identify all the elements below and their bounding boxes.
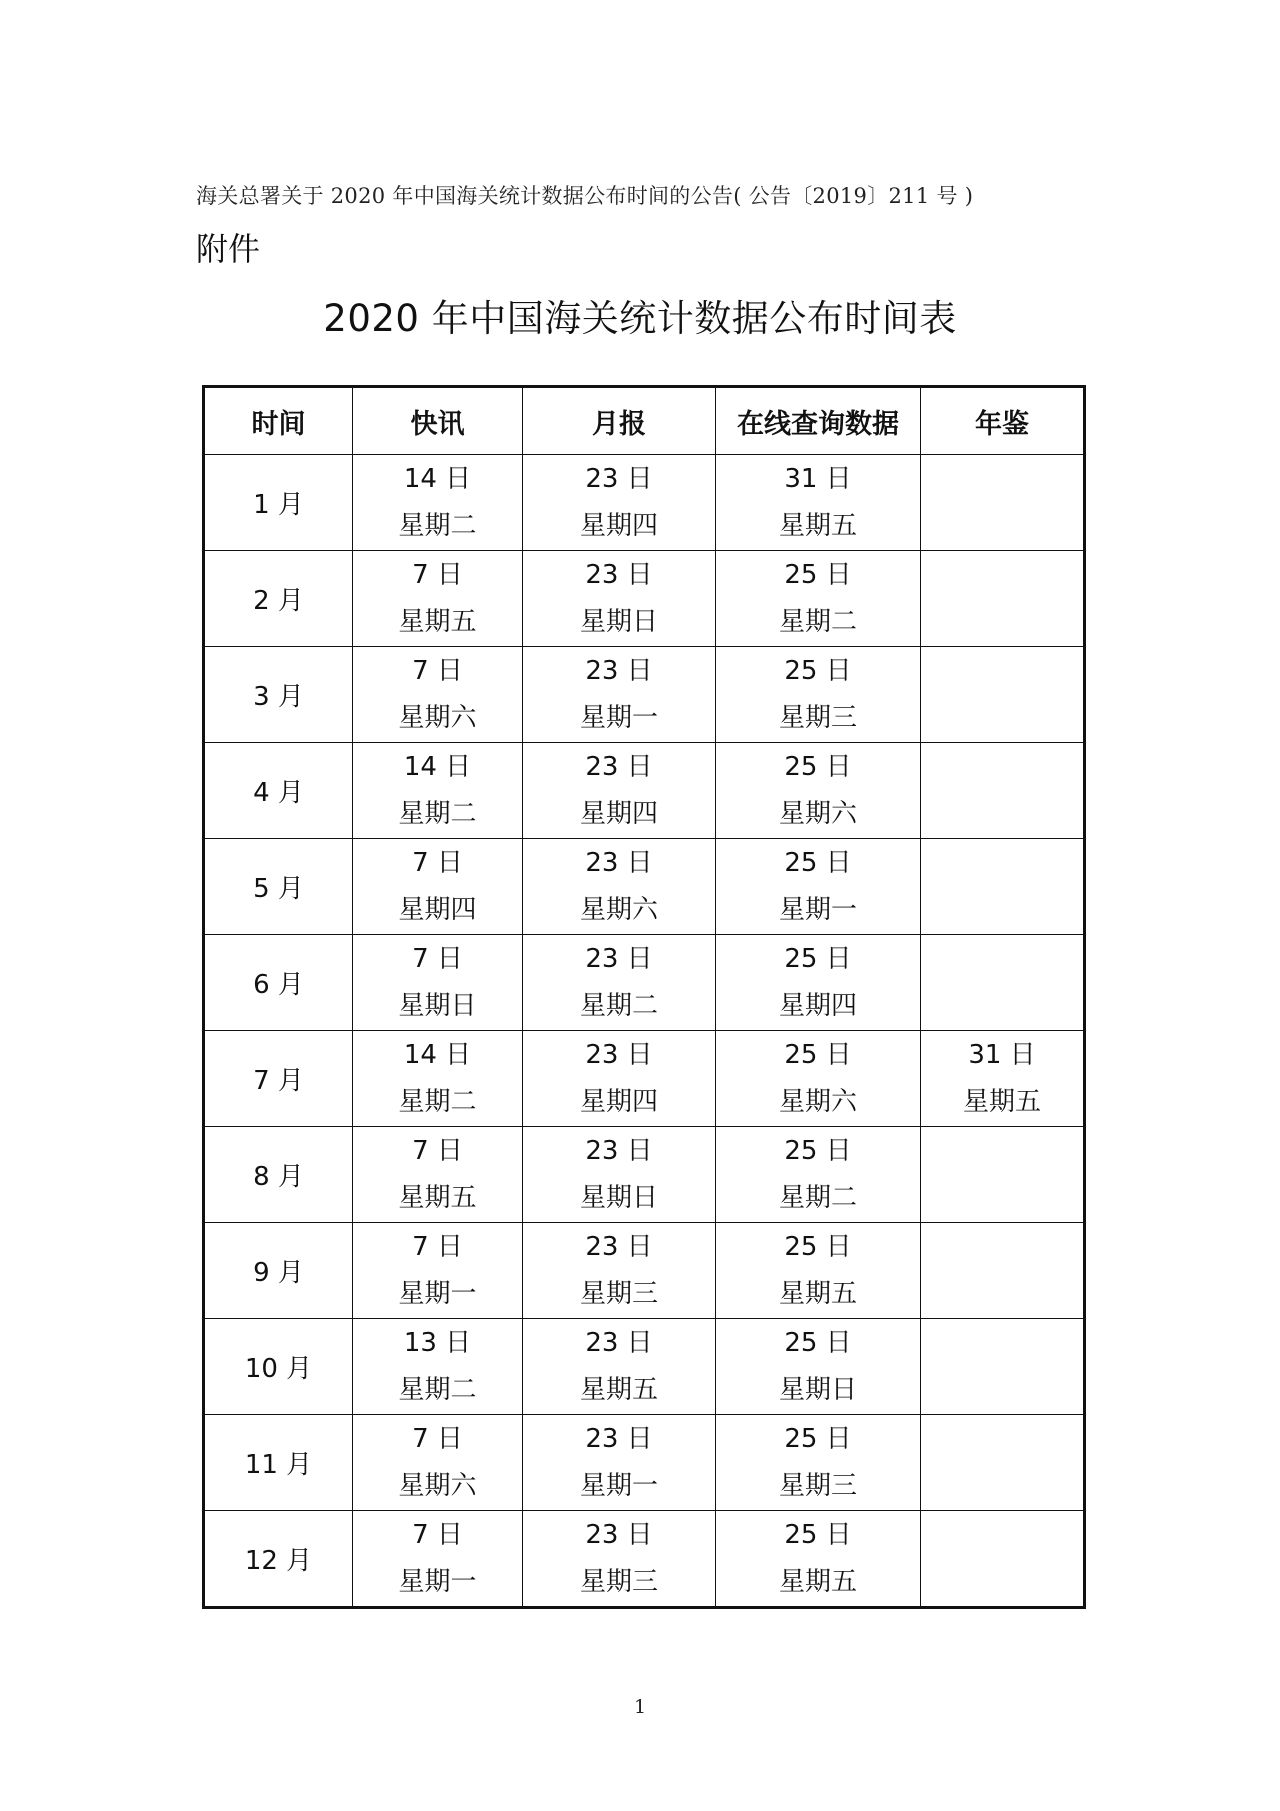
announcement-header: 海关总署关于 2020 年中国海关统计数据公布时间的公告( 公告〔2019〕211 号 ): [196, 184, 974, 208]
weekday-text: 星期六: [579, 894, 658, 925]
month-cell: 10 月: [204, 1319, 353, 1415]
weekday-text: 星期五: [778, 510, 857, 541]
weekday-text: 星期六: [398, 702, 477, 733]
weekday-text: 星期五: [398, 1182, 477, 1213]
weekday-text: 星期二: [398, 510, 477, 541]
date-text: 23 日: [585, 655, 653, 686]
date-text: 23 日: [585, 463, 653, 494]
date-text: 25 日: [784, 1135, 852, 1166]
weekday-text: 星期一: [579, 702, 658, 733]
attachment-label: 附件: [196, 230, 261, 268]
monthly-report-cell: [523, 1319, 716, 1415]
table-row: [204, 1319, 1085, 1415]
date-text: 23 日: [585, 847, 653, 878]
date-text: 23 日: [585, 943, 653, 974]
online-query-cell: [716, 1415, 921, 1511]
date-text: 25 日: [784, 943, 852, 974]
weekday-text: 星期六: [398, 1470, 477, 1501]
flash-report-cell: [353, 1031, 523, 1127]
month-cell: 12 月: [204, 1511, 353, 1608]
table-header: [204, 387, 1085, 455]
date-text: 31 日: [968, 1039, 1036, 1070]
weekday-text: 星期日: [778, 1374, 857, 1405]
weekday-text: 星期二: [579, 990, 658, 1021]
month-cell: 1 月: [204, 455, 353, 551]
table-row: [204, 1223, 1085, 1319]
yearbook-cell: [921, 1319, 1085, 1415]
date-text: 7 日: [412, 559, 463, 590]
weekday-text: 星期五: [778, 1566, 857, 1597]
table-row: [204, 1127, 1085, 1223]
yearbook-cell: [921, 1511, 1085, 1608]
flash-report-cell: [353, 743, 523, 839]
weekday-text: 星期四: [579, 798, 658, 829]
monthly-report-cell: [523, 839, 716, 935]
date-text: 7 日: [412, 1231, 463, 1262]
date-text: 23 日: [585, 1423, 653, 1454]
date-text: 23 日: [585, 559, 653, 590]
monthly-report-cell: [523, 935, 716, 1031]
date-text: 25 日: [784, 1423, 852, 1454]
weekday-text: 星期四: [579, 1086, 658, 1117]
weekday-text: 星期日: [398, 990, 477, 1021]
date-text: 25 日: [784, 1519, 852, 1550]
weekday-text: 星期三: [579, 1566, 658, 1597]
monthly-report-cell: [523, 1415, 716, 1511]
table-row: [204, 935, 1085, 1031]
flash-report-cell: [353, 935, 523, 1031]
table-row: [204, 1031, 1085, 1127]
online-query-cell: [716, 1223, 921, 1319]
weekday-text: 星期二: [778, 1182, 857, 1213]
table-body: [204, 455, 1085, 1608]
online-query-cell: [716, 743, 921, 839]
table-row: [204, 551, 1085, 647]
weekday-text: 星期四: [579, 510, 658, 541]
date-text: 23 日: [585, 1231, 653, 1262]
table-row: [204, 839, 1085, 935]
yearbook-cell: [921, 935, 1085, 1031]
online-query-cell: [716, 935, 921, 1031]
table-row: [204, 743, 1085, 839]
month-cell: 9 月: [204, 1223, 353, 1319]
month-cell: 4 月: [204, 743, 353, 839]
month-cell: 7 月: [204, 1031, 353, 1127]
date-text: 23 日: [585, 1327, 653, 1358]
yearbook-cell: [921, 551, 1085, 647]
weekday-text: 星期日: [579, 606, 658, 637]
month-cell: 6 月: [204, 935, 353, 1031]
flash-report-cell: [353, 1511, 523, 1608]
flash-report-cell: [353, 1127, 523, 1223]
month-cell: 8 月: [204, 1127, 353, 1223]
weekday-text: 星期二: [398, 1086, 477, 1117]
monthly-report-cell: [523, 743, 716, 839]
weekday-text: 星期六: [778, 798, 857, 829]
month-cell: 3 月: [204, 647, 353, 743]
weekday-text: 星期日: [579, 1182, 658, 1213]
online-query-cell: [716, 1127, 921, 1223]
monthly-report-cell: [523, 1127, 716, 1223]
flash-report-cell: [353, 647, 523, 743]
month-cell: 2 月: [204, 551, 353, 647]
weekday-text: 星期六: [778, 1086, 857, 1117]
monthly-report-cell: [523, 455, 716, 551]
weekday-text: 星期一: [778, 894, 857, 925]
table-row: [204, 647, 1085, 743]
month-cell: 5 月: [204, 839, 353, 935]
date-text: 25 日: [784, 655, 852, 686]
column-header-time: 时间: [204, 387, 353, 455]
monthly-report-cell: [523, 647, 716, 743]
yearbook-cell: [921, 455, 1085, 551]
page-number: 1: [633, 1696, 647, 1718]
date-text: 25 日: [784, 751, 852, 782]
date-text: 25 日: [784, 847, 852, 878]
weekday-text: 星期二: [398, 1374, 477, 1405]
date-text: 23 日: [585, 1039, 653, 1070]
yearbook-cell: [921, 1415, 1085, 1511]
column-header-online-query: 在线查询数据: [716, 387, 921, 455]
monthly-report-cell: [523, 1511, 716, 1608]
yearbook-cell: [921, 1031, 1085, 1127]
table-row: [204, 455, 1085, 551]
date-text: 25 日: [784, 1327, 852, 1358]
date-text: 31 日: [784, 463, 852, 494]
flash-report-cell: [353, 1415, 523, 1511]
flash-report-cell: [353, 1319, 523, 1415]
weekday-text: 星期四: [778, 990, 857, 1021]
monthly-report-cell: [523, 1223, 716, 1319]
online-query-cell: [716, 1319, 921, 1415]
date-text: 13 日: [403, 1327, 472, 1358]
weekday-text: 星期三: [778, 1470, 857, 1501]
weekday-text: 星期五: [398, 606, 477, 637]
date-text: 7 日: [412, 943, 463, 974]
date-text: 25 日: [784, 559, 852, 590]
month-cell: 11 月: [204, 1415, 353, 1511]
document-title: 2020 年中国海关统计数据公布时间表: [323, 297, 957, 340]
online-query-cell: [716, 551, 921, 647]
column-header-monthly-report: 月报: [523, 387, 716, 455]
date-text: 25 日: [784, 1039, 852, 1070]
date-text: 7 日: [412, 655, 463, 686]
weekday-text: 星期一: [579, 1470, 658, 1501]
column-header-yearbook: 年鉴: [921, 387, 1085, 455]
date-text: 14 日: [403, 1039, 472, 1070]
table-row: [204, 1511, 1085, 1608]
yearbook-cell: [921, 1223, 1085, 1319]
weekday-text: 星期二: [398, 798, 477, 829]
date-text: 7 日: [412, 1423, 463, 1454]
yearbook-cell: [921, 839, 1085, 935]
flash-report-cell: [353, 551, 523, 647]
weekday-text: 星期五: [778, 1278, 857, 1309]
date-text: 14 日: [403, 751, 472, 782]
date-text: 23 日: [585, 1519, 653, 1550]
online-query-cell: [716, 455, 921, 551]
weekday-text: 星期一: [398, 1278, 477, 1309]
online-query-cell: [716, 647, 921, 743]
weekday-text: 星期二: [778, 606, 857, 637]
yearbook-cell: [921, 1127, 1085, 1223]
monthly-report-cell: [523, 551, 716, 647]
flash-report-cell: [353, 1223, 523, 1319]
weekday-text: 星期三: [579, 1278, 658, 1309]
flash-report-cell: [353, 455, 523, 551]
weekday-text: 星期四: [398, 894, 477, 925]
header-row: [204, 387, 1085, 455]
weekday-text: 星期五: [579, 1374, 658, 1405]
flash-report-cell: [353, 839, 523, 935]
monthly-report-cell: [523, 1031, 716, 1127]
date-text: 7 日: [412, 847, 463, 878]
online-query-cell: [716, 1511, 921, 1608]
date-text: 23 日: [585, 1135, 653, 1166]
weekday-text: 星期一: [398, 1566, 477, 1597]
schedule-table: [202, 385, 1086, 1609]
date-text: 25 日: [784, 1231, 852, 1262]
date-text: 7 日: [412, 1135, 463, 1166]
column-header-flash-report: 快讯: [353, 387, 523, 455]
date-text: 7 日: [412, 1519, 463, 1550]
weekday-text: 星期三: [778, 702, 857, 733]
online-query-cell: [716, 839, 921, 935]
date-text: 14 日: [403, 463, 472, 494]
online-query-cell: [716, 1031, 921, 1127]
yearbook-cell: [921, 743, 1085, 839]
date-text: 23 日: [585, 751, 653, 782]
yearbook-cell: [921, 647, 1085, 743]
table-row: [204, 1415, 1085, 1511]
weekday-text: 星期五: [962, 1086, 1041, 1117]
